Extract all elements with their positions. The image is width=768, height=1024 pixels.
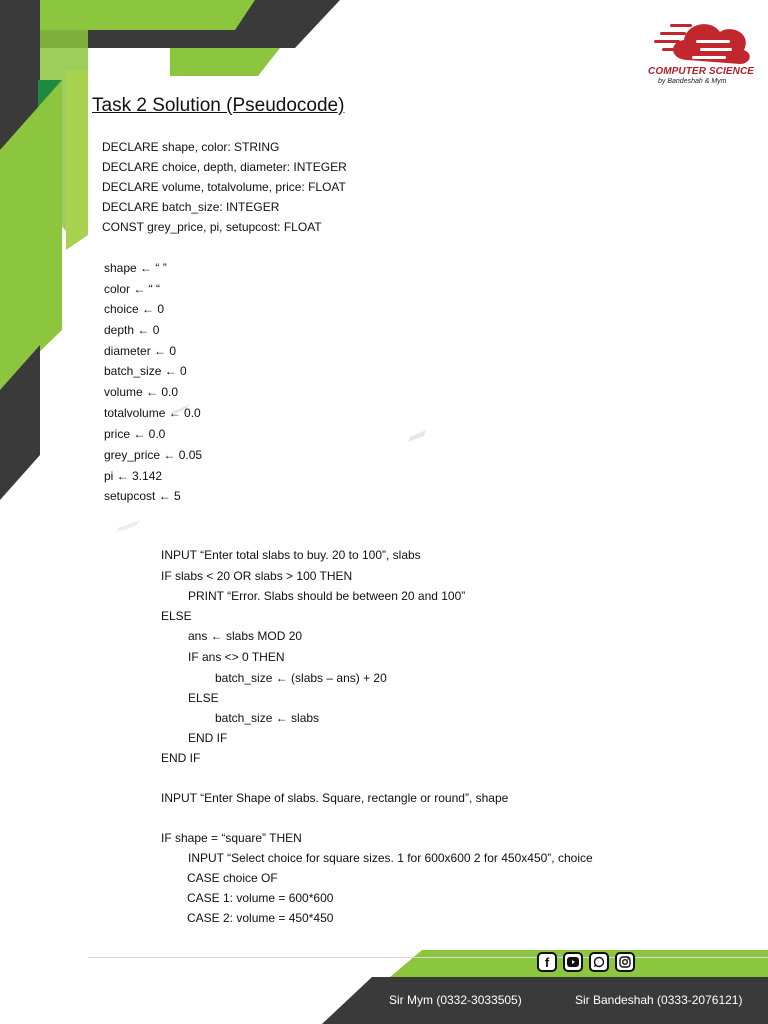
logo-byline: by Bandeshah & Mym — [658, 78, 727, 85]
code-line: grey_price ← 0.05 — [104, 448, 203, 462]
facebook-icon[interactable]: f — [537, 952, 557, 972]
code-line: ELSE — [188, 691, 219, 705]
code-line: depth ← 0 — [104, 323, 160, 337]
contact-bandeshah: Sir Bandeshah (0333-2076121) — [575, 993, 743, 1007]
code-line: CONST grey_price, pi, setupcost: FLOAT — [102, 220, 322, 234]
code-line: CASE 2: volume = 450*450 — [187, 911, 334, 925]
youtube-icon[interactable] — [563, 952, 583, 972]
code-line: DECLARE batch_size: INTEGER — [102, 200, 280, 214]
code-line: setupcost ← 5 — [104, 489, 181, 503]
contact-mym: Sir Mym (0332-3033505) — [389, 993, 522, 1007]
code-line: batch_size ← (slabs – ans) + 20 — [215, 671, 387, 685]
code-line: CASE 1: volume = 600*600 — [187, 891, 334, 905]
code-line: ELSE — [161, 609, 192, 623]
code-line: END IF — [161, 751, 201, 765]
code-line: diameter ← 0 — [104, 344, 177, 358]
code-line: volume ← 0.0 — [104, 385, 179, 399]
code-line: IF slabs < 20 OR slabs > 100 THEN — [161, 569, 353, 583]
code-line: IF ans <> 0 THEN — [188, 650, 285, 664]
code-line: batch_size ← slabs — [215, 711, 320, 725]
code-line: pi ← 3.142 — [104, 469, 163, 483]
code-line: INPUT “Enter total slabs to buy. 20 to 100”, slabs — [161, 548, 421, 562]
code-line: batch_size ← 0 — [104, 364, 187, 378]
footer-divider — [88, 957, 768, 958]
code-line: PRINT “Error. Slabs should be between 20 and 100” — [188, 589, 466, 603]
code-line: price ← 0.0 — [104, 427, 166, 441]
code-line: DECLARE shape, color: STRING — [102, 140, 280, 154]
code-line: color ← “ “ — [104, 282, 161, 296]
page-title: Task 2 Solution (Pseudocode) — [92, 95, 345, 116]
instagram-icon[interactable] — [615, 952, 635, 972]
code-line: DECLARE choice, depth, diameter: INTEGER — [102, 160, 347, 174]
code-line: END IF — [188, 731, 228, 745]
logo-brand-text: COMPUTER SCIENCE — [648, 66, 755, 77]
code-line: CASE choice OF — [187, 871, 278, 885]
code-line: totalvolume ← 0.0 — [104, 406, 201, 420]
code-line: shape ← “ ” — [104, 261, 167, 275]
code-line: DECLARE volume, totalvolume, price: FLOAT — [102, 180, 346, 194]
code-line: ans ← slabs MOD 20 — [188, 629, 303, 643]
code-line: IF shape = “square” THEN — [161, 831, 302, 845]
code-line: choice ← 0 — [104, 302, 165, 316]
cloud-logo-icon — [640, 10, 760, 70]
brand-logo — [640, 10, 760, 90]
whatsapp-icon[interactable] — [589, 952, 609, 972]
code-line: INPUT “Enter Shape of slabs. Square, rectangle or round”, shape — [161, 791, 509, 805]
code-line: INPUT “Select choice for square sizes. 1 for 600x600 2 for 450x450”, choice — [188, 851, 593, 865]
